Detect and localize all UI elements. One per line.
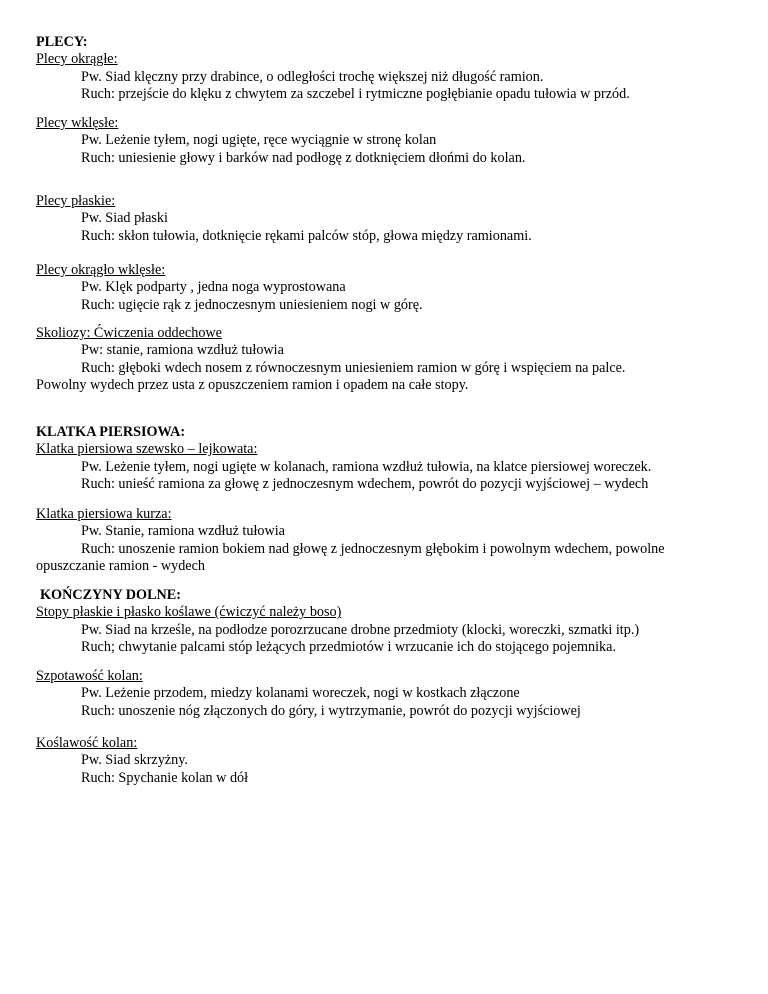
starting-position: Pw. Stanie, ramiona wzdłuż tułowia [81,523,285,540]
starting-position: Pw. Siad płaski [81,210,168,227]
exercise-title: Plecy okrągłe: [36,51,118,68]
exercise-title: Plecy płaskie: [36,193,116,209]
exercise-group [0,262,768,314]
starting-position: Pw. Siad na krześle, na podłodze porozrzucane drobne przedmioty (klocki, woreczki, szmatki itp.) [81,621,640,638]
starting-position: Pw. Klęk podparty , jedna noga wyprostowana [81,279,346,296]
starting-position: Pw. Siad klęczny przy drabince, o odległości trochę większej niż długość ramion. [81,68,544,85]
starting-position: Pw. Leżenie tyłem, nogi ugięte, ręce wyciągnie w stronę kolan [81,132,437,149]
starting-position: Pw. Leżenie tyłem, nogi ugięte w kolanach, ramiona wzdłuż tułowia, na klatce piersiowej woreczek. [81,458,652,475]
section-heading: KOŃCZYNY DOLNE: [40,587,181,603]
movement: Ruch: skłon tułowia, dotknięcie rękami palców stóp, głowa między ramionami. [81,227,532,244]
exercise-title: Klatka piersiowa szewsko – lejkowata: [36,441,258,458]
starting-position: Pw. Siad skrzyżny. [81,752,188,769]
exercise-group [0,115,768,167]
movement: Ruch: unoszenie ramion bokiem nad głowę z jednoczesnym głębokim i powolnym wdechem, powolne [81,540,665,557]
movement-continued: Powolny wydech przez usta z opuszczeniem ramion i opadem na całe stopy. [36,377,469,394]
movement: Ruch; chwytanie palcami stóp leżących przedmiotów i wrzucanie ich do stojącego pojemnika. [81,639,616,656]
section-konczyny-dolne [0,587,768,657]
section-heading: PLECY: [36,34,88,50]
movement: Ruch: głęboki wdech nosem z równoczesnym uniesieniem ramion w górę i wspięciem na palce. [81,359,626,376]
exercise-title: Plecy wklęsłe: [36,115,119,131]
exercise-title: Szpotawość kolan: [36,668,143,684]
movement-continued: opuszczanie ramion - wydech [36,558,205,575]
exercise-title: Skoliozy: Ćwiczenia oddechowe [36,325,222,341]
section-heading: KLATKA PIERSIOWA: [36,424,186,440]
movement: Ruch: unoszenie nóg złączonych do góry, i wytrzymanie, powrót do pozycji wyjściowej [81,702,581,719]
starting-position: Pw: stanie, ramiona wzdłuż tułowia [81,342,284,359]
movement: Ruch: przejście do klęku z chwytem za szczebel i rytmiczne pogłębianie opadu tułowia w przód. [81,86,630,103]
movement: Ruch: unieść ramiona za głowę z jednoczesnym wdechem, powrót do pozycji wyjściowej – wydech [81,476,649,493]
exercise-group [0,193,768,245]
exercise-group [0,735,768,787]
movement: Ruch: uniesienie głowy i barków nad podłogę z dotknięciem dłońmi do kolan. [81,149,526,166]
exercise-group [0,506,768,576]
exercise-group [0,668,768,720]
exercise-title: Stopy płaskie i płasko koślawe (ćwiczyć należy boso) [36,604,342,621]
starting-position: Pw. Leżenie przodem, miedzy kolanami woreczek, nogi w kostkach złączone [81,685,520,702]
exercise-title: Plecy okrągło wklęsłe: [36,262,166,278]
section-plecy [0,34,768,104]
movement: Ruch: ugięcie rąk z jednoczesnym uniesieniem nogi w górę. [81,296,423,313]
exercise-title: Klatka piersiowa kurza: [36,506,172,522]
exercise-group [0,325,768,395]
exercise-title: Koślawość kolan: [36,735,138,751]
section-klatka-piersiowa [0,424,768,494]
movement: Ruch: Spychanie kolan w dół [81,769,249,786]
